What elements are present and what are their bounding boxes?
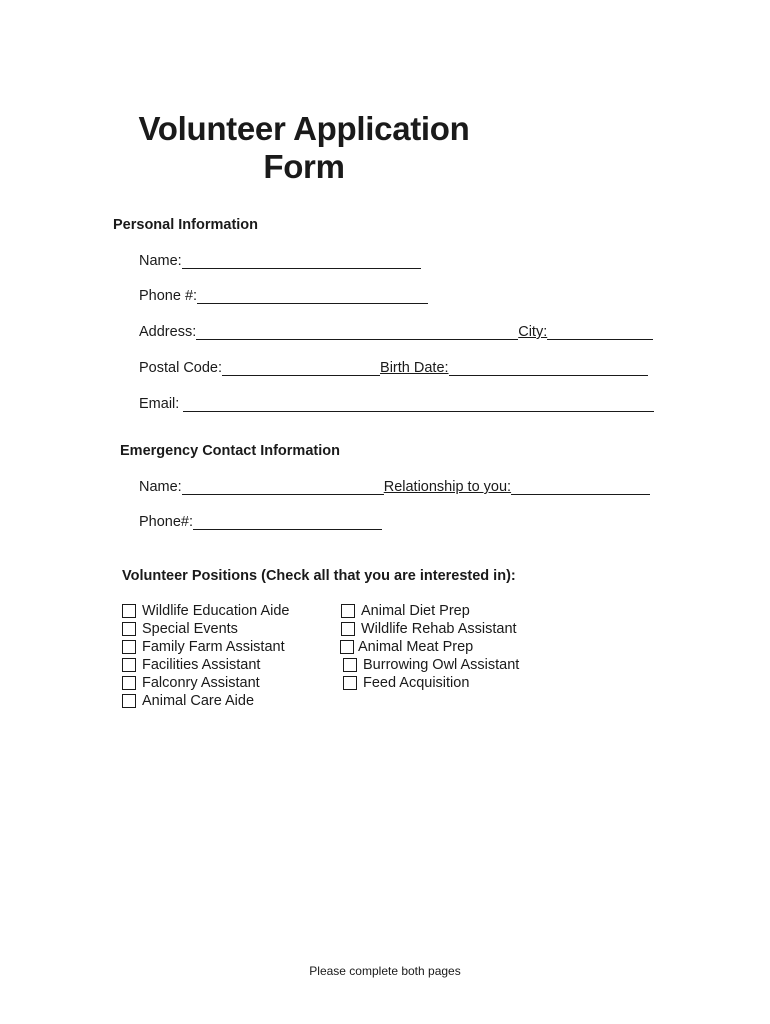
position-label: Wildlife Rehab Assistant	[361, 621, 517, 637]
city-line[interactable]	[547, 339, 653, 340]
position-label: Feed Acquisition	[363, 675, 470, 691]
email-label: Email:	[139, 396, 180, 412]
address-label: Address:	[139, 324, 197, 340]
relationship-label: Relationship to you:	[383, 479, 512, 495]
checkbox[interactable]	[340, 640, 354, 654]
position-label: Animal Care Aide	[142, 693, 255, 709]
position-label: Burrowing Owl Assistant	[363, 657, 520, 673]
form-title-line-2: Form	[263, 148, 345, 185]
positions-right-column	[341, 602, 519, 692]
position-option[interactable]	[122, 602, 290, 620]
position-option[interactable]	[122, 656, 290, 674]
phone-line[interactable]	[197, 303, 428, 304]
checkbox[interactable]	[341, 604, 355, 618]
birth-date-label: Birth Date:	[380, 360, 449, 376]
position-option[interactable]	[122, 620, 290, 638]
position-label: Family Farm Assistant	[142, 639, 285, 655]
checkbox[interactable]	[122, 622, 136, 636]
postal-code-label: Postal Code:	[139, 360, 223, 376]
checkbox[interactable]	[122, 658, 136, 672]
position-label: Falconry Assistant	[142, 675, 260, 691]
emergency-phone-field[interactable]	[139, 513, 382, 531]
emergency-name-line[interactable]	[182, 494, 384, 495]
emergency-name-row	[139, 478, 650, 496]
birth-date-line[interactable]	[449, 375, 648, 376]
email-field[interactable]	[139, 395, 654, 413]
position-option[interactable]	[343, 656, 519, 674]
position-label: Animal Diet Prep	[361, 603, 470, 619]
emergency-phone-label: Phone#:	[139, 514, 194, 530]
address-line[interactable]	[196, 339, 518, 340]
position-label: Facilities Assistant	[142, 657, 261, 673]
name-line[interactable]	[182, 268, 421, 269]
position-option[interactable]	[341, 620, 519, 638]
checkbox[interactable]	[122, 604, 136, 618]
relationship-line[interactable]	[511, 494, 650, 495]
position-option[interactable]	[340, 638, 519, 656]
footer-note: Please complete both pages	[309, 964, 461, 978]
volunteer-positions-heading: Volunteer Positions (Check all that you are interested in):	[122, 568, 516, 584]
checkbox[interactable]	[122, 676, 136, 690]
address-row	[139, 323, 653, 341]
city-label: City:	[518, 324, 548, 340]
postal-birth-row	[139, 359, 648, 377]
position-option[interactable]	[122, 674, 290, 692]
name-field[interactable]	[139, 252, 421, 270]
position-label: Animal Meat Prep	[358, 639, 474, 655]
position-option[interactable]	[341, 602, 519, 620]
phone-label: Phone #:	[139, 288, 198, 304]
checkbox[interactable]	[122, 694, 136, 708]
form-title	[138, 110, 470, 186]
checkbox[interactable]	[341, 622, 355, 636]
position-label: Wildlife Education Aide	[142, 603, 290, 619]
emergency-contact-heading: Emergency Contact Information	[120, 443, 340, 459]
positions-left-column	[122, 602, 290, 710]
checkbox[interactable]	[343, 658, 357, 672]
personal-info-heading: Personal Information	[113, 217, 259, 233]
position-option[interactable]	[343, 674, 519, 692]
position-option[interactable]	[122, 638, 290, 656]
position-option[interactable]	[122, 692, 290, 710]
checkbox[interactable]	[122, 640, 136, 654]
position-label: Special Events	[142, 621, 238, 637]
form-title-line-1: Volunteer Application	[138, 110, 470, 147]
phone-field[interactable]	[139, 287, 428, 305]
emergency-phone-line[interactable]	[193, 529, 382, 530]
name-label: Name:	[139, 253, 182, 269]
checkbox[interactable]	[343, 676, 357, 690]
postal-code-line[interactable]	[222, 375, 380, 376]
email-line[interactable]	[183, 411, 654, 412]
emergency-name-label: Name:	[139, 479, 182, 495]
